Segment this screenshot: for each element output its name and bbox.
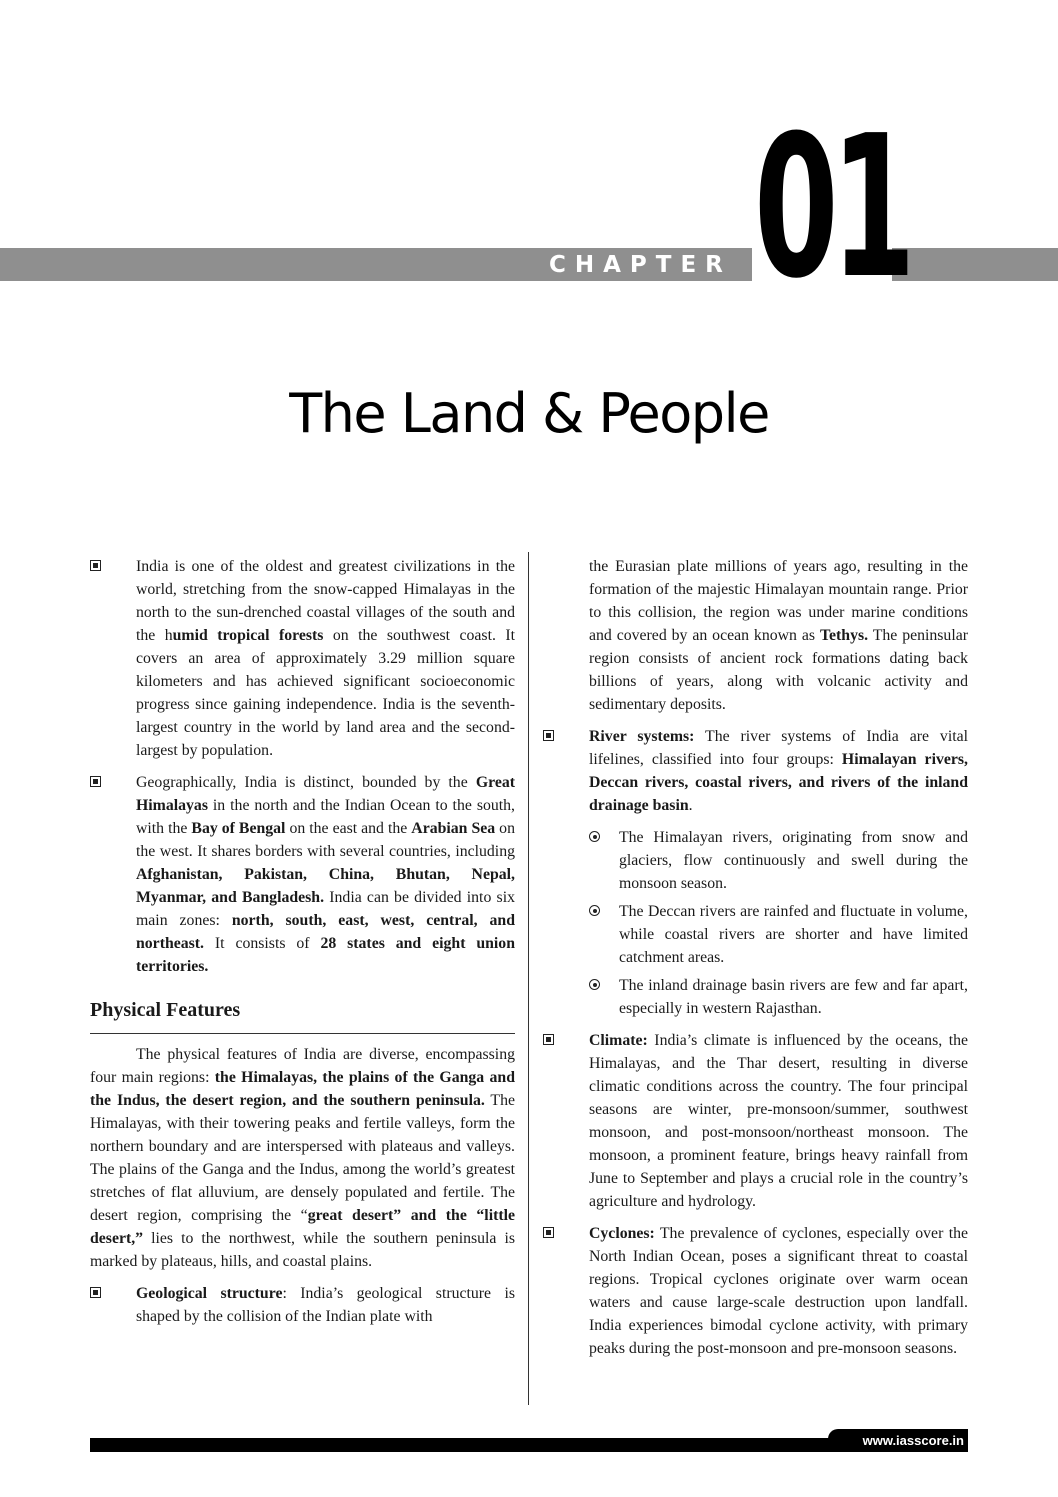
square-bullet-icon <box>543 1034 554 1045</box>
text: the Eurasian plate millions of years ago, resulting in the formation of the majestic Himalayan mountain range. Prior to this collision, the region was under marine conditions and covered by an ocean known as <box>589 558 968 644</box>
circle-bullet-icon <box>589 831 600 842</box>
text: India’s climate is influenced by the oceans, the Himalayas, and the Thar desert, resulting in diverse climatic conditions across the country. The four principal seasons are winter, pre-monsoon/summer, southwest monsoon, and post-monsoon/northeast monsoon. The monsoon, a prominent feature, brings heavy rainfall from June to September and plays a crucial role in the country’s agriculture and hydrology. <box>589 1032 968 1210</box>
bold-text: umid tropical forests <box>172 627 324 644</box>
square-bullet-icon <box>90 776 101 787</box>
bold-text: great desert” and the “little desert,” <box>90 1207 515 1247</box>
sub-bullet-himalayan-rivers <box>543 826 968 895</box>
page-title: The Land & People <box>289 382 769 445</box>
text: It consists of <box>204 935 321 952</box>
text: India is one of the oldest and greatest civilizations in the world, stretching from the snow-capped Himalayas in the north to the sun-drenched coastal villages of the south and the h <box>136 558 515 644</box>
bold-text: Tethys. <box>819 627 869 644</box>
text: The Himalayas, with their towering peaks and fertile valleys, form the northern boundary and are interspersed with plateaus and valleys. The plains of the Ganga and the Indus, among the world’s greatest stretches of flat alluvium, are densely populated and fertile. The desert region, comprising the “ <box>90 1092 515 1224</box>
footer-url[interactable]: www.iasscore.in <box>862 1433 964 1448</box>
sub-bullet-deccan-rivers <box>543 900 968 969</box>
bold-text: Himalayan rivers, Deccan rivers, coastal rivers, and rivers of the inland drainage basin <box>589 751 968 814</box>
column-divider <box>528 552 529 1405</box>
geological-continuation <box>543 555 968 716</box>
text: The inland drainage basin rivers are few and far apart, especially in western Rajasthan. <box>619 977 968 1017</box>
left-column <box>90 555 515 1337</box>
text: on the west. It shares borders with several countries, including <box>136 820 515 860</box>
bullet-intro <box>90 555 515 762</box>
bold-text: Arabian Sea <box>411 820 496 837</box>
chapter-number: 01 <box>754 94 909 322</box>
text: The prevalence of cyclones, especially over the North Indian Ocean, poses a significant threat to coastal regions. Tropical cyclones originate over warm ocean waters and cause large-scale destruction upon landfall. India experiences bimodal cyclone activity, with primary peaks during the post-monsoon and pre-monsoon seasons. <box>589 1225 968 1357</box>
chapter-number-box <box>752 94 909 322</box>
text: The peninsular region consists of ancient rock formations dating back billions of years, along with volcanic activity and sedimentary deposits. <box>589 627 968 713</box>
square-bullet-icon <box>90 560 101 571</box>
text: The physical features of India are diverse, encompassing four main regions: <box>90 1046 515 1086</box>
bold-text: north, south, east, west, central, and northeast. <box>136 912 515 952</box>
square-bullet-icon <box>543 730 554 741</box>
chapter-label: CHAPTER <box>549 252 732 278</box>
bold-text: 28 states and eight union territories. <box>136 935 515 975</box>
text: Geographically, India is distinct, bounded by the <box>136 774 476 791</box>
section-heading: Physical Features <box>90 997 515 1034</box>
bullet-river-systems <box>543 725 968 817</box>
circle-bullet-icon <box>589 979 600 990</box>
bullet-climate <box>543 1029 968 1213</box>
physical-features-paragraph <box>90 1043 515 1273</box>
text: on the southwest coast. It covers an area of approximately 3.29 million square kilometers and has achieved significant socioeconomic progress since gaining independence. India is the seventh-largest country in the world by land area and the second-largest by population. <box>136 627 515 759</box>
text: The Deccan rivers are rainfed and fluctuate in volume, while coastal rivers are shorter and have limited catchment areas. <box>619 903 968 966</box>
bold-text: Bay of Bengal <box>191 820 286 837</box>
circle-bullet-icon <box>589 905 600 916</box>
bold-text: Climate: <box>589 1032 648 1049</box>
text: India can be divided into six main zones: <box>136 889 515 929</box>
bold-text: Afghanistan, Pakistan, China, Bhutan, Nepal, Myanmar, and Bangladesh. <box>136 866 515 906</box>
square-bullet-icon <box>543 1227 554 1238</box>
right-column <box>543 555 968 1369</box>
bold-text: River systems: <box>589 728 695 745</box>
bold-text: Cyclones: <box>589 1225 655 1242</box>
text: on the east and the <box>285 820 412 837</box>
bold-text: Geological structure <box>136 1285 283 1302</box>
bullet-cyclones <box>543 1222 968 1360</box>
text: . <box>688 797 693 814</box>
bold-text: the Himalayas, the plains of the Ganga and the Indus, the desert region, and the southern peninsula. <box>90 1069 515 1109</box>
bullet-geography <box>90 771 515 978</box>
text: in the north and the Indian Ocean to the south, with the <box>136 797 515 837</box>
text: The Himalayan rivers, originating from snow and glaciers, flow continuously and swell during the monsoon season. <box>619 829 968 892</box>
bullet-geological-structure <box>90 1282 515 1328</box>
text: : India’s geological structure is shaped by the collision of the Indian plate with <box>136 1285 515 1325</box>
text: The river systems of India are vital lifelines, classified into four groups: <box>589 728 968 768</box>
text: lies to the northwest, while the southern peninsula is marked by plateaus, hills, and coastal plains. <box>90 1230 515 1270</box>
sub-bullet-inland-drainage <box>543 974 968 1020</box>
square-bullet-icon <box>90 1287 101 1298</box>
bold-text: Great Himalayas <box>136 774 515 814</box>
